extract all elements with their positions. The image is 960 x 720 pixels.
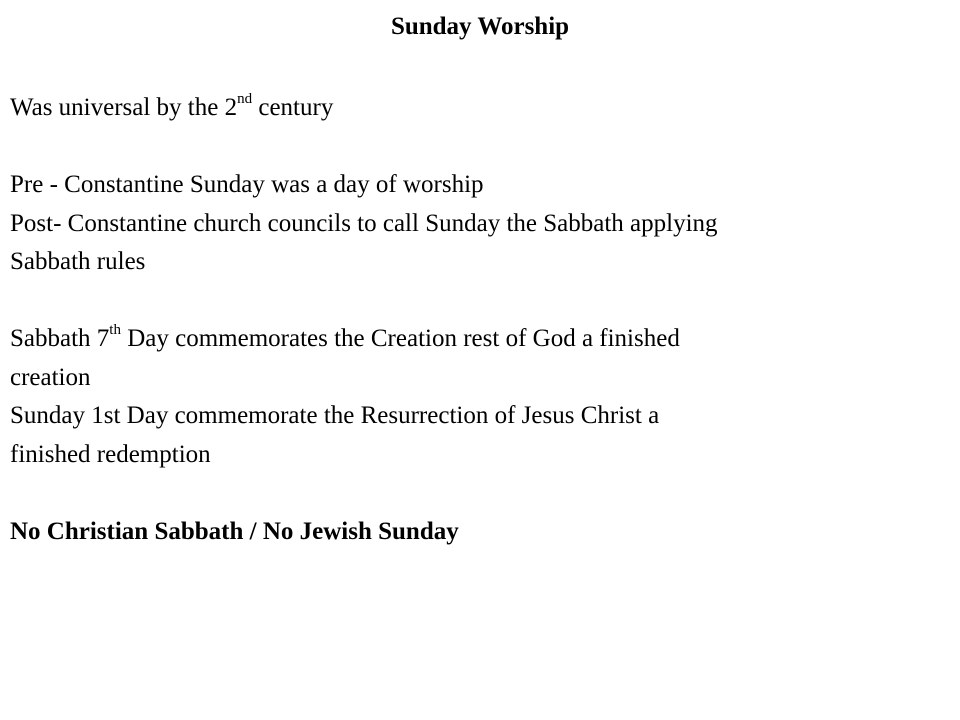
line-creation: creation: [10, 363, 91, 391]
line-universal-tail: century: [252, 94, 334, 121]
line-sabbath-7th: [10, 320, 950, 359]
spacer: [10, 474, 950, 513]
line-pre-constantine: Pre - Constantine Sunday was a day of worship: [10, 171, 484, 198]
line-sabbath-7th-tail: Day commemorates the Creation rest of God a finished: [120, 325, 680, 352]
line-conclusion: No Christian Sabbath / No Jewish Sunday: [10, 517, 459, 545]
line-sunday-1st: Sunday 1st Day commemorate the Resurrection of Jesus Christ a: [10, 402, 660, 429]
spacer: [10, 128, 950, 167]
superscript-th: th: [109, 321, 121, 338]
slide-title: Sunday Worship: [390, 13, 570, 40]
slide-body: [10, 89, 950, 551]
line-sabbath-7th-text: Sabbath 7: [10, 325, 110, 352]
superscript-nd: nd: [237, 90, 253, 107]
spacer: [10, 282, 950, 321]
line-sabbath-rules: Sabbath rules: [10, 248, 146, 275]
line-universal: [10, 89, 950, 128]
line-finished-redemption: finished redemption: [10, 440, 211, 468]
line-universal-text: Was universal by the 2: [10, 94, 238, 121]
line-post-constantine: Post- Constantine church councils to call Sunday the Sabbath applying: [10, 209, 718, 237]
